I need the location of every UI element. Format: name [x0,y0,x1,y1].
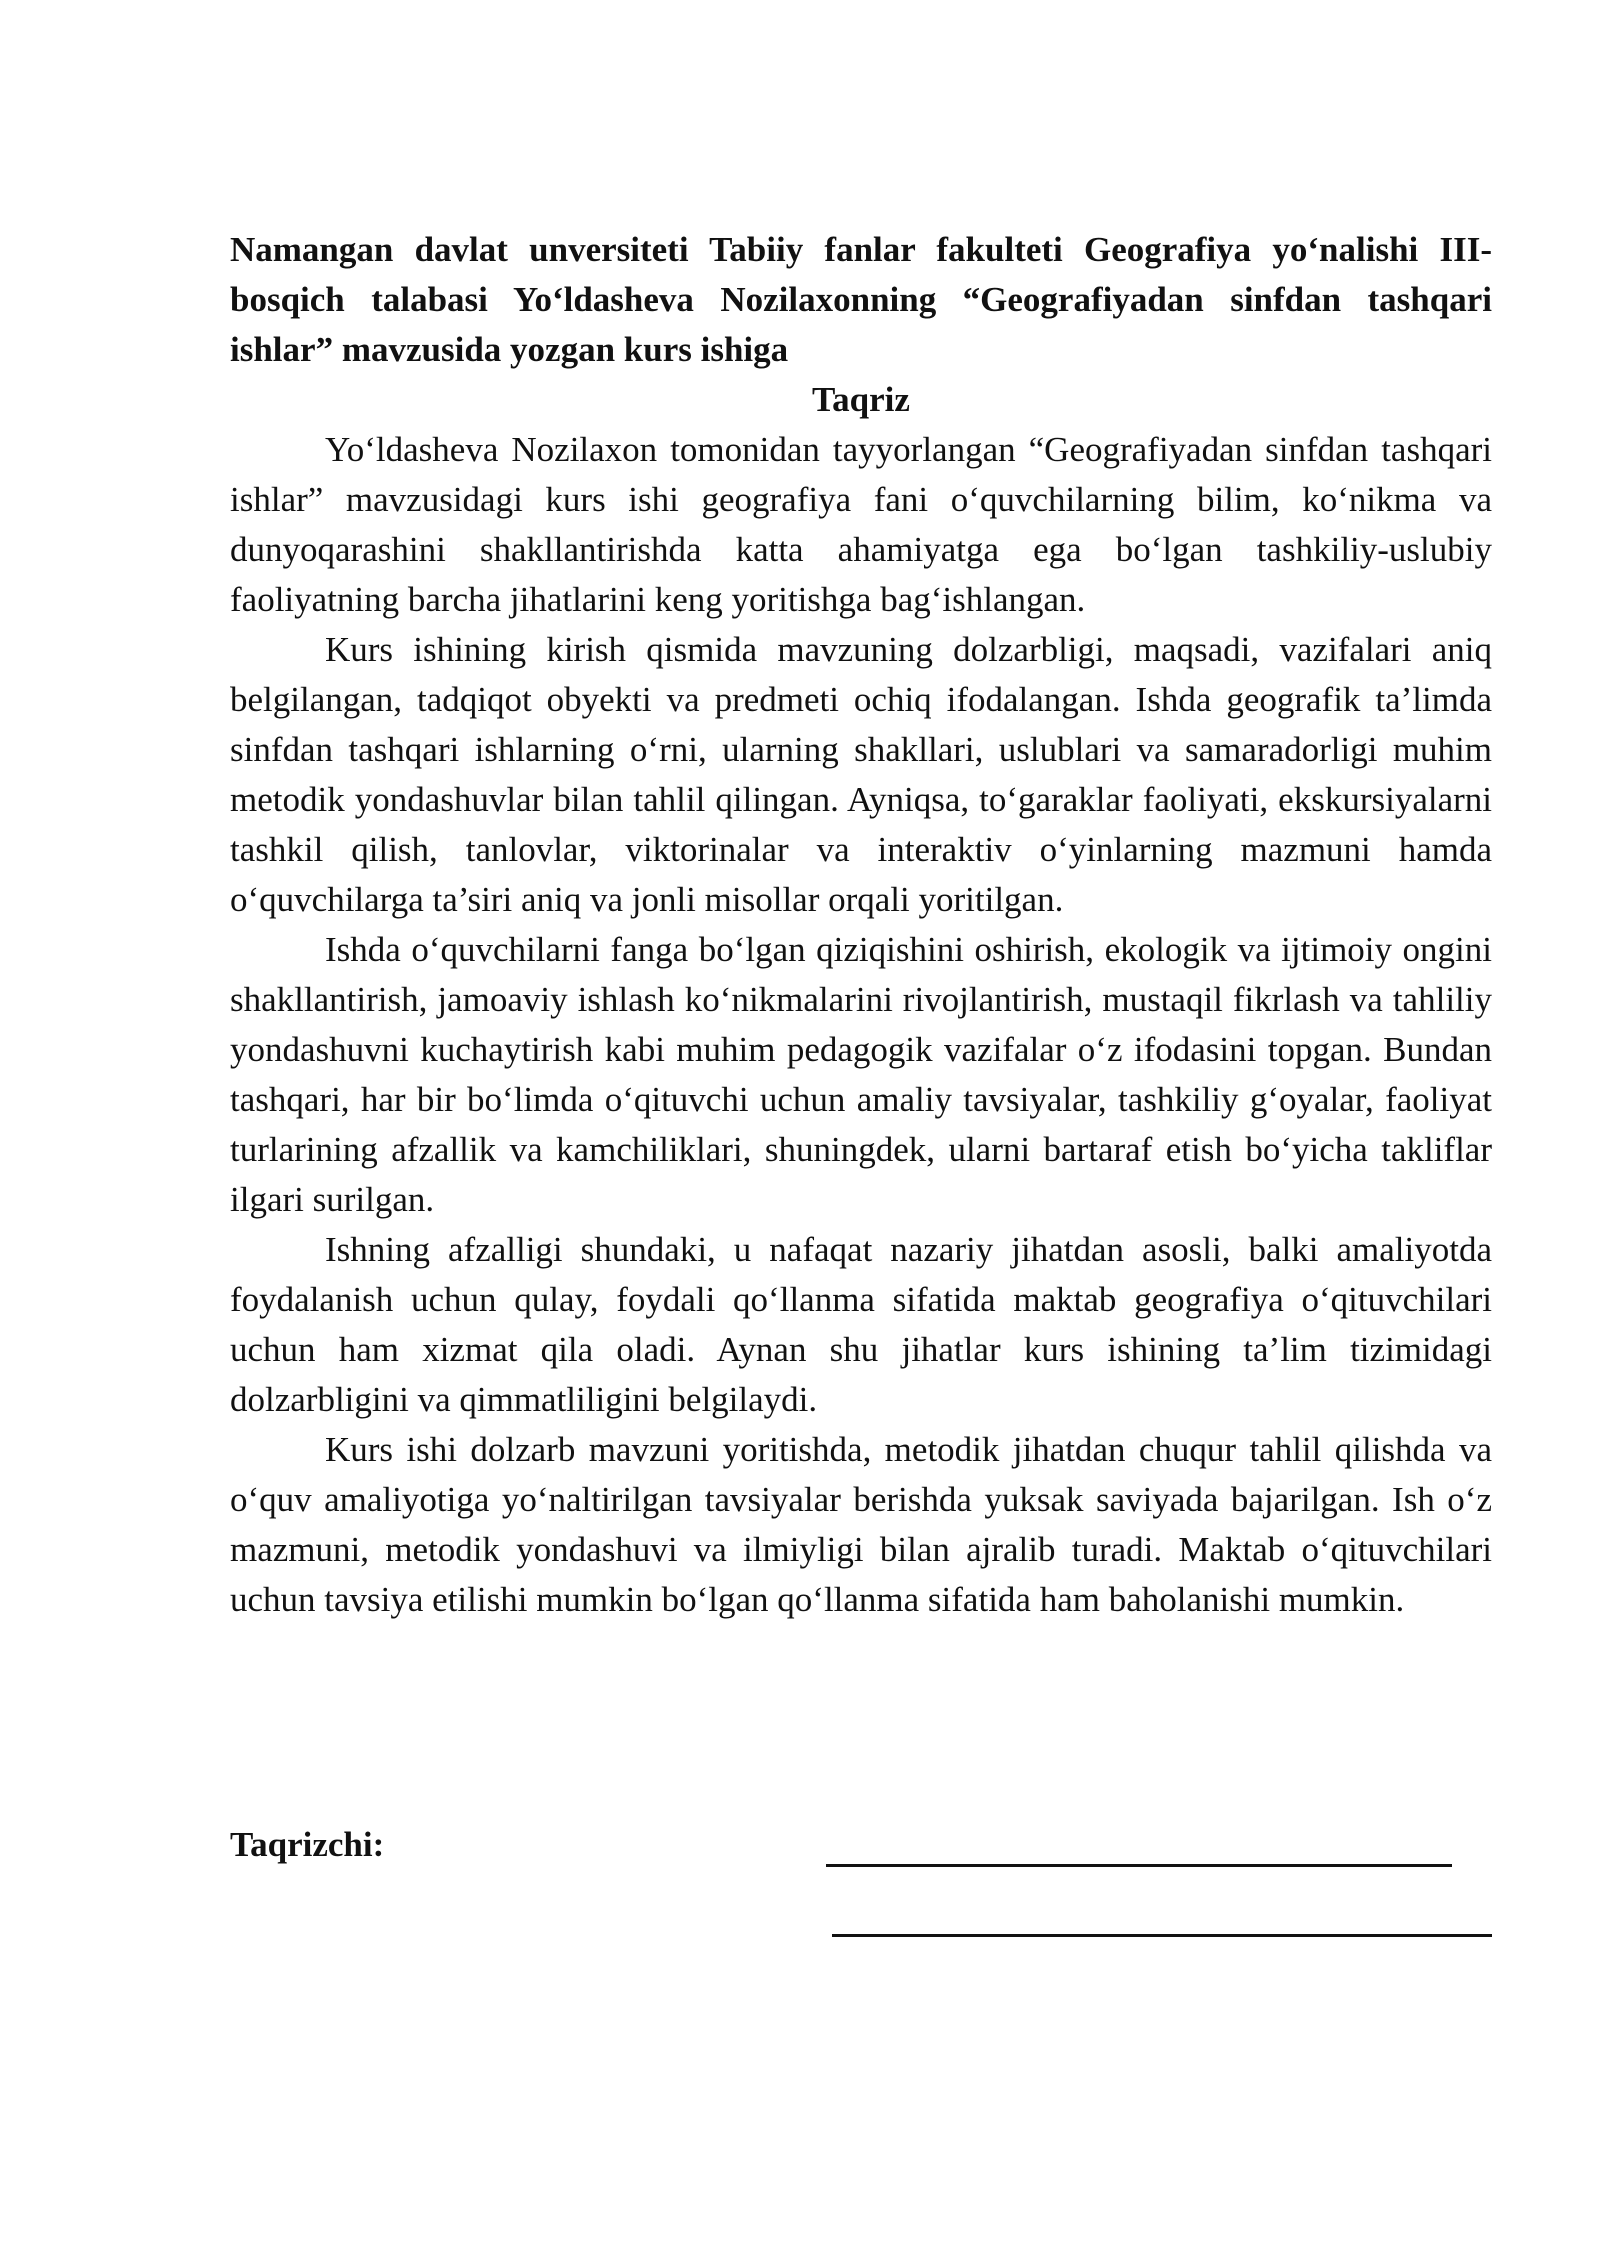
document-title: Taqriz [812,380,910,419]
reviewer-label: Taqrizchi: [230,1825,385,1864]
paragraph-2: Kurs ishining kirish qismida mavzuning dolzarbligi, maqsadi, vazifalari aniq belgilangan, tadqiqot obyekti va predmeti ochiq ifodalangan. Ishda geografik ta’limda sinfdan tashqari ishlarning o‘rni, ularning shakllari, uslublari va samaradorligi muhim metodik yondashuvlar bilan tahlil qilingan. Ayniqsa, to‘garaklar faoliyati, ekskursiyalarni tashkil qilish, tanlovlar, viktorinalar va interaktiv o‘yinlarning mazmuni hamda o‘quvchilarga ta’siri aniq va jonli misollar orqali yoritilgan. [230,630,1492,919]
paragraph-5: Kurs ishi dolzarb mavzuni yoritishda, metodik jihatdan chuqur tahlil qilishda va o‘quv amaliyotiga yo‘naltirilgan tavsiyalar berishda yuksak saviyada bajarilgan. Ish o‘z mazmuni, metodik yondashuvi va ilmiyligi bilan ajralib turadi. Maktab o‘qituvchilari uchun tavsiya etilishi mumkin bo‘lgan qo‘llanma sifatida ham baholanishi mumkin. [230,1430,1492,1619]
document-page [230,225,1492,1625]
paragraph-3: Ishda o‘quvchilarni fanga bo‘lgan qiziqishini oshirish, ekologik va ijtimoiy ongini shakllantirish, jamoaviy ishlash ko‘nikmalarini rivojlantirish, mustaqil fikrlash va tahliliy yondashuvni kuchaytirish kabi muhim pedagogik vazifalar o‘z ifodasini topgan. Bundan tashqari, har bir bo‘limda o‘qituvchi uchun amaliy tavsiyalar, tashkiliy g‘oyalar, faoliyat turlarining afzallik va kamchiliklari, shuningdek, ularni bartaraf etish bo‘yicha takliflar ilgari surilgan. [230,930,1492,1219]
document-body [230,425,1492,1625]
paragraph-1: Yo‘ldasheva Nozilaxon tomonidan tayyorlangan “Geografiyadan sinfdan tashqari ishlar” mavzusidagi kurs ishi geografiya fani o‘quvchilarning bilim, ko‘nikma va dunyoqarashini shakllantirishda katta ahamiyatga ega bo‘lgan tashkiliy-uslubiy faoliyatning barcha jihatlarini keng yoritishga bag‘ishlangan. [230,430,1492,619]
paragraph-4: Ishning afzalligi shundaki, u nafaqat nazariy jihatdan asosli, balki amaliyotda foydalanish uchun qulay, foydali qo‘llanma sifatida maktab geografiya o‘qituvchilari uchun ham xizmat qila oladi. Aynan shu jihatlar kurs ishining ta’lim tizimidagi dolzarbligini va qimmatliligini belgilaydi. [230,1230,1492,1419]
signature-block [230,1820,1492,1950]
reviewer-name-line [832,1934,1492,1937]
document-heading: Namangan davlat unversiteti Tabiiy fanlar fakulteti Geografiya yo‘nalishi III-bosqich talabasi Yo‘ldasheva Nozilaxonning “Geografiyadan sinfdan tashqari ishlar” mavzusida yozgan kurs ishiga [230,230,1492,369]
signature-line [826,1864,1452,1867]
